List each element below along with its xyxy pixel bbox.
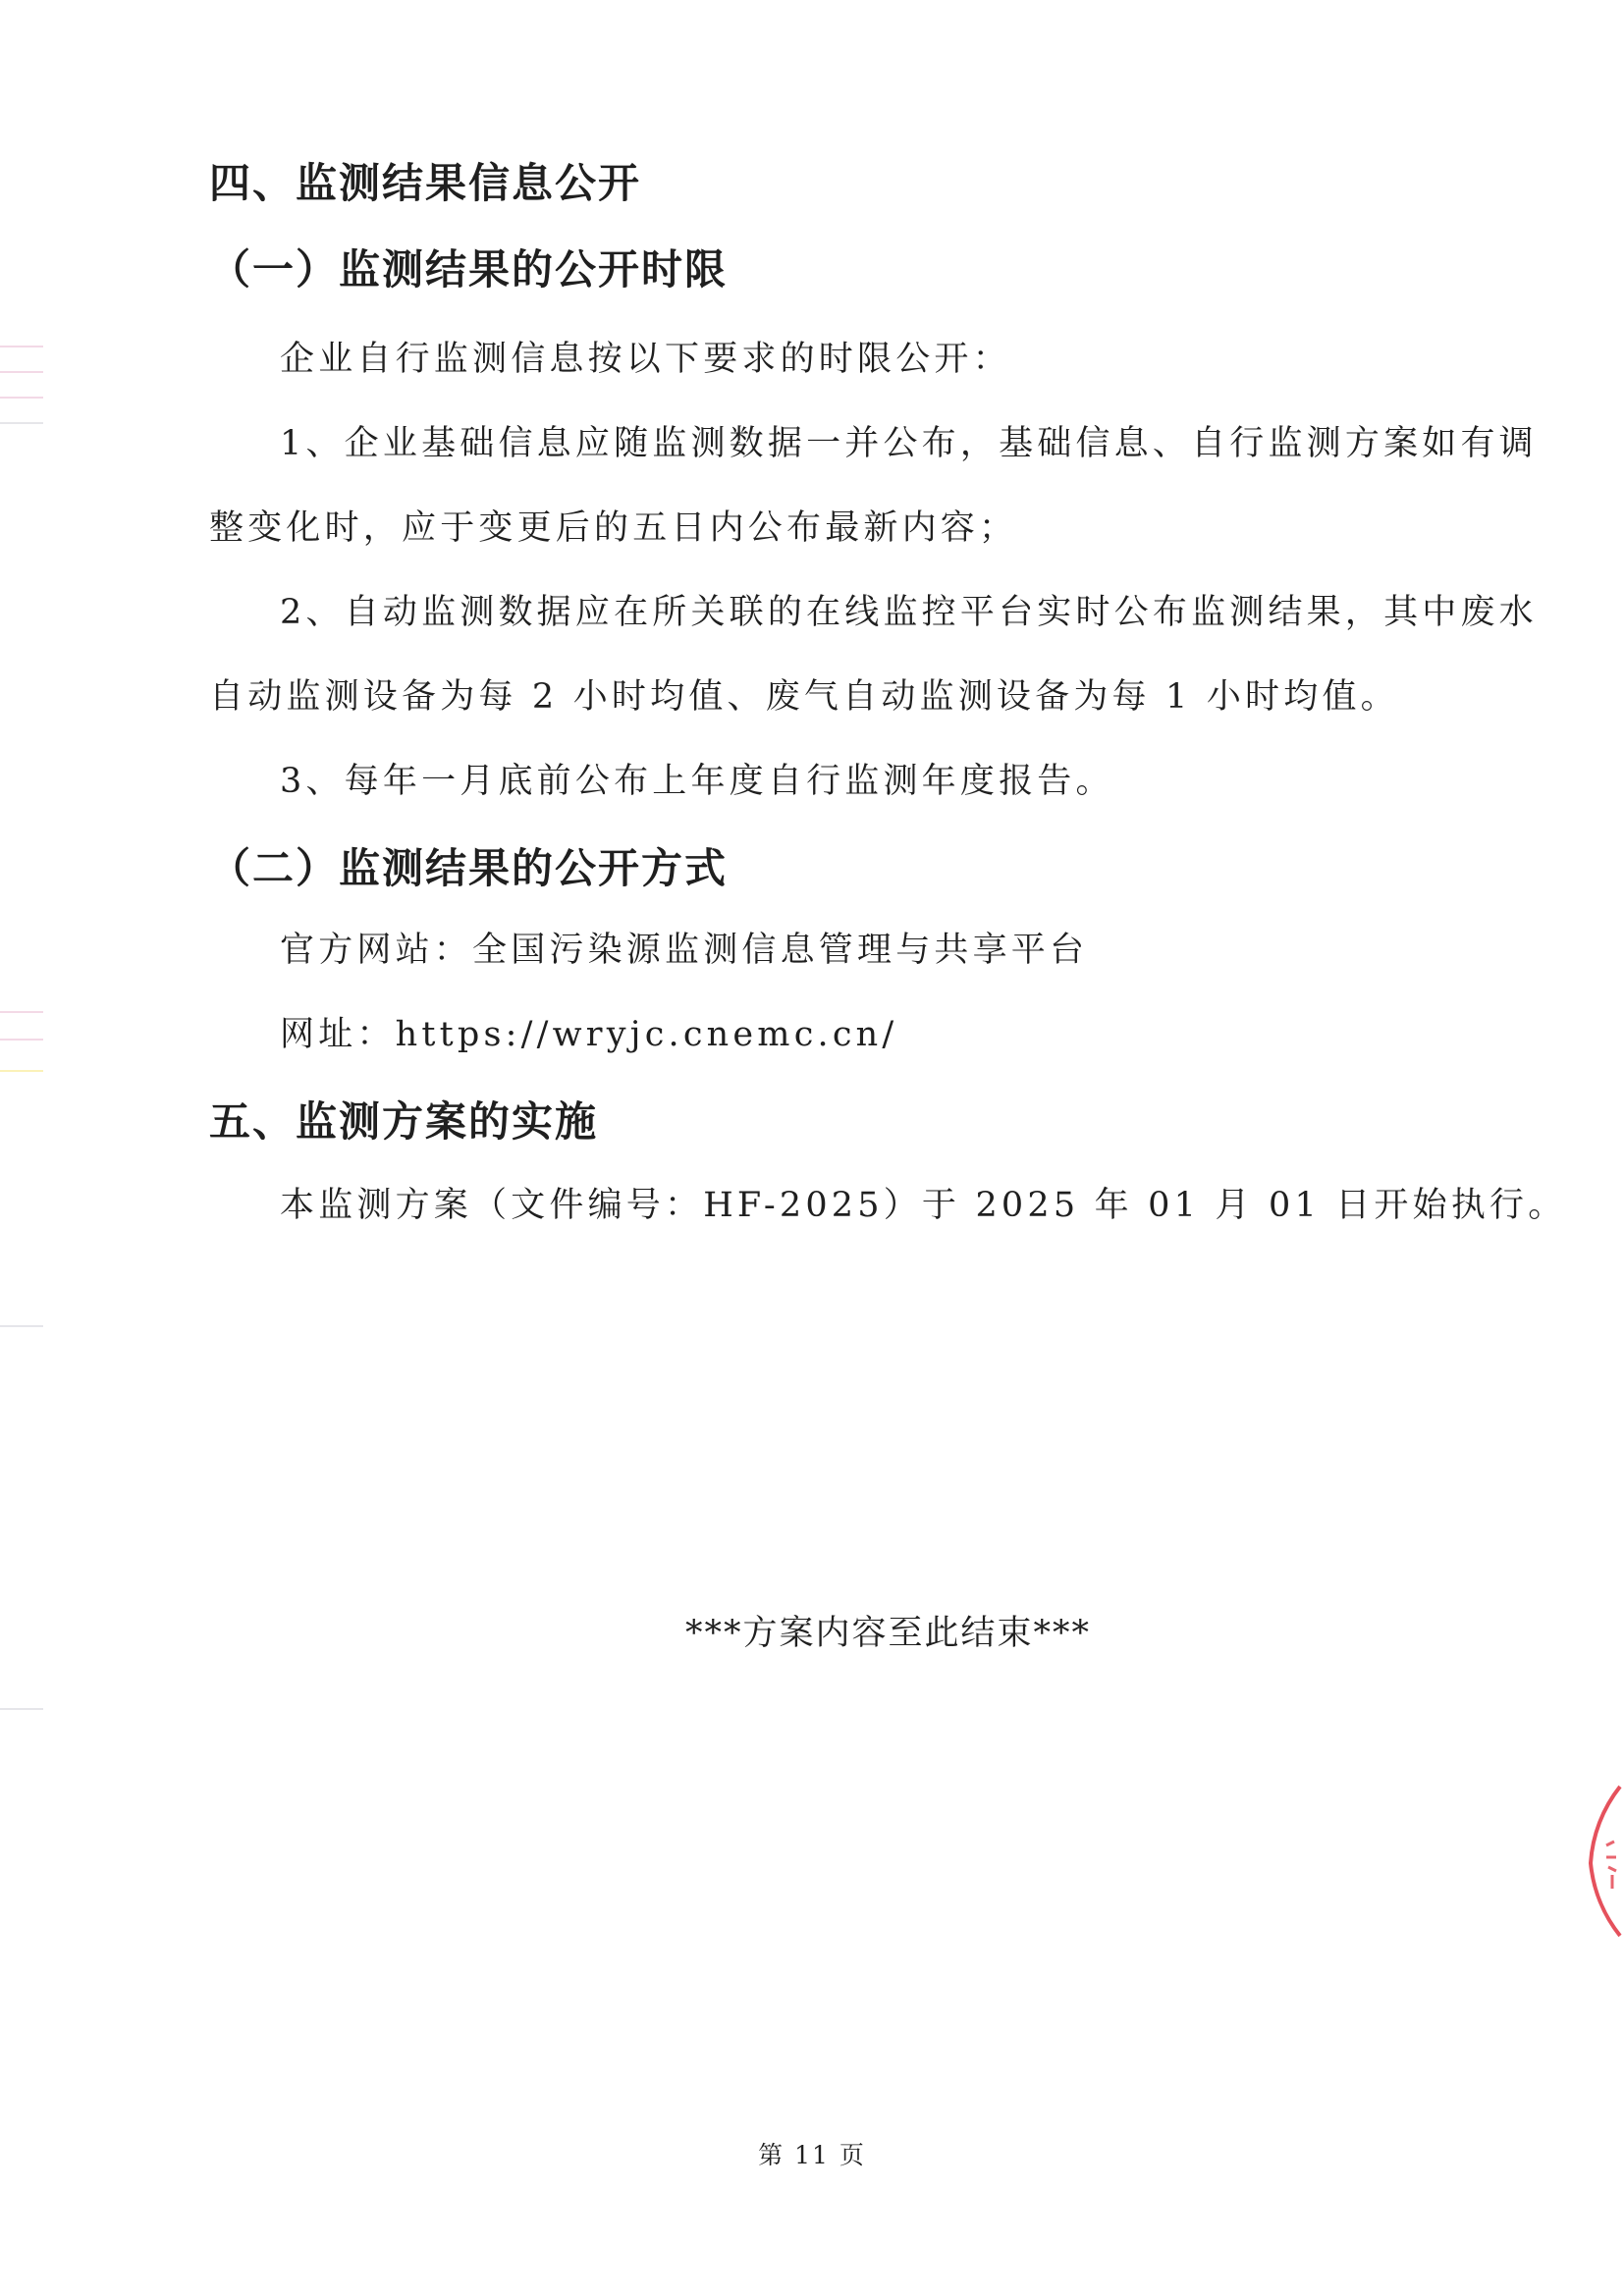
end-of-content-mark: ***方案内容至此结束***: [685, 1614, 1092, 1653]
red-seal-stamp: [1561, 1777, 1624, 1944]
intro-paragraph: 企业自行监测信息按以下要求的时限公开：: [280, 340, 1011, 379]
scan-artifact: [0, 1708, 43, 1710]
item-1-line-2: 整变化时，应于变更后的五日内公布最新内容；: [209, 508, 1018, 548]
scan-artifact: [0, 1039, 43, 1041]
item-2-line-2: 自动监测设备为每 2 小时均值、废气自动监测设备为每 1 小时均值。: [209, 677, 1399, 717]
subsection-2-heading: （二）监测结果的公开方式: [209, 844, 729, 892]
scan-artifact: [0, 1011, 43, 1013]
scan-artifact: [0, 371, 43, 373]
page-number: 第 11 页: [758, 2141, 866, 2169]
scan-artifact: [0, 422, 43, 424]
section-5-heading: 五、监测方案的实施: [209, 1097, 599, 1146]
scan-artifact: [0, 1070, 43, 1072]
item-3: 3、每年一月底前公布上年度自行监测年度报告。: [280, 762, 1114, 801]
subsection-1-heading: （一）监测结果的公开时限: [209, 245, 729, 294]
official-website-text: 官方网站：全国污染源监测信息管理与共享平台: [280, 931, 1089, 970]
item-2-line-1: 2、自动监测数据应在所关联的在线监控平台实时公布监测结果，其中废水: [280, 593, 1538, 632]
scan-artifact: [0, 1325, 43, 1327]
scan-artifact: [0, 397, 43, 399]
item-1-line-1: 1、企业基础信息应随监测数据一并公布，基础信息、自行监测方案如有调: [280, 424, 1538, 463]
implementation-paragraph: 本监测方案（文件编号：HF-2025）于 2025 年 01 月 01 日开始执行。: [280, 1186, 1567, 1225]
website-url-text: 网址：https://wryjc.cnemc.cn/: [280, 1015, 898, 1054]
scan-artifact: [0, 346, 43, 347]
section-4-heading: 四、监测结果信息公开: [209, 159, 642, 207]
